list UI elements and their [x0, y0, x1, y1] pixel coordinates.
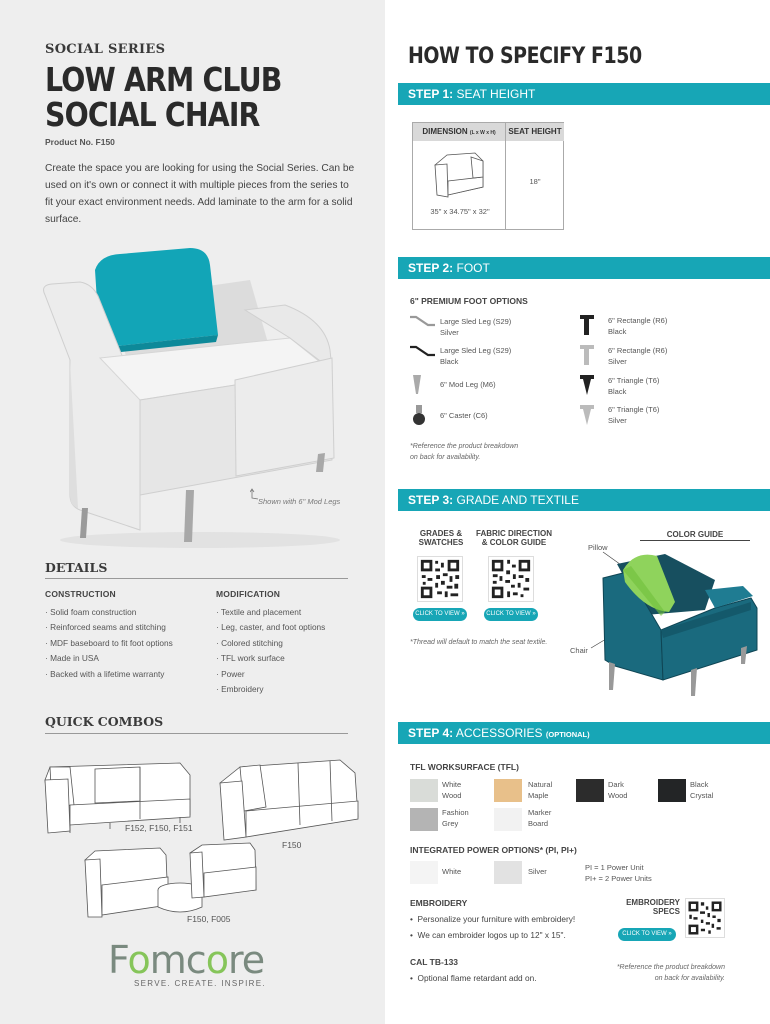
color-guide-title: COLOR GUIDE: [640, 530, 750, 541]
swatch-label: Black Crystal: [690, 780, 714, 800]
embroidery-title: EMBROIDERY: [410, 898, 468, 908]
details-title: DETAILS: [45, 560, 108, 575]
dimension-header: DIMENSION (L x W x H): [413, 123, 505, 141]
mod-leg-icon: [410, 374, 424, 396]
swatch-marker-board[interactable]: [494, 808, 522, 831]
step4-bar: STEP 4: ACCESSORIES (OPTIONAL): [398, 722, 770, 744]
swatch-label: Natural Maple: [528, 780, 553, 800]
embroidery-specs-label: EMBROIDERY SPECS: [626, 898, 680, 916]
dimension-table: [412, 122, 564, 230]
combo-label-3: F150, F005: [187, 914, 231, 924]
embroidery-item-1: • Personalize your furniture with embroidery!: [410, 914, 576, 924]
accessories-note: *Reference the product breakdown on back for availability.: [616, 964, 725, 982]
foot-option: 6" Caster (C6): [440, 411, 488, 420]
grades-label: GRADES & SWATCHES: [418, 529, 464, 547]
foot-option: 6" Triangle (T6) Black: [608, 376, 660, 396]
sled-leg-icon: [408, 344, 436, 358]
product-description: Create the space you are looking for using the Social Series. Can be used on it's own or connect it with multiple pieces from the series to fit your exact environment needs. Add laminate to the arm for a solid surface.: [45, 163, 355, 225]
dimension-value: 35" x 34.75" x 32": [430, 207, 490, 216]
tagline: SERVE. CREATE. INSPIRE.: [134, 979, 266, 988]
swatch-label: White Wood: [442, 780, 462, 800]
product-number: Product No. F150: [45, 137, 115, 147]
list-item: · Textile and placement: [216, 605, 325, 620]
power-note: PI = 1 Power Unit PI+ = 2 Power Units: [585, 863, 652, 883]
swatch-label: White: [442, 867, 462, 876]
swatch-power-white[interactable]: [410, 861, 438, 884]
fabric-view-button[interactable]: CLICK TO VIEW »: [484, 608, 538, 621]
foot-option: 6" Triangle (T6) Silver: [608, 405, 660, 425]
hero-caption: Shown with 6" Mod Legs: [258, 497, 341, 506]
list-item: · Colored stitching: [216, 636, 325, 651]
modification-list: [216, 605, 325, 697]
tfl-title: TFL WORKSURFACE (TFL): [410, 762, 519, 772]
swatch-label: Fashion Grey: [442, 808, 469, 828]
step2-bar: STEP 2: FOOT: [398, 257, 770, 279]
details-divider: [45, 578, 348, 579]
list-item: · Made in USA: [45, 651, 173, 666]
swatch-label: Dark Wood: [608, 780, 628, 800]
construction-list: [45, 605, 173, 682]
swatch-black-crystal[interactable]: [658, 779, 686, 802]
step3-bar: STEP 3: GRADE AND TEXTILE: [398, 489, 770, 511]
swatch-power-silver[interactable]: [494, 861, 522, 884]
cal-title: CAL TB-133: [410, 957, 459, 967]
title-line-2: SOCIAL CHAIR: [45, 95, 260, 134]
swatch-label: Marker Board: [528, 808, 552, 828]
modification-title: MODIFICATION: [216, 589, 281, 599]
embroidery-item-2: • We can embroider logos up to 12" x 15".: [410, 930, 566, 940]
swatch-white-wood[interactable]: [410, 779, 438, 802]
list-item: · Leg, caster, and foot options: [216, 620, 325, 635]
fabric-label: FABRIC DIRECTION & COLOR GUIDE: [476, 529, 552, 547]
swatch-label: Silver: [528, 867, 547, 876]
foot-option: 6" Rectangle (R6) Black: [608, 316, 668, 336]
construction-title: CONSTRUCTION: [45, 589, 116, 599]
cal-item: • Optional flame retardant add on.: [410, 973, 537, 983]
foot-option: 6" Rectangle (R6) Silver: [608, 346, 668, 366]
embroidery-view-button[interactable]: CLICK TO VIEW »: [618, 928, 676, 941]
qr-code-icon[interactable]: [488, 556, 534, 602]
fomcore-logo: Fomcore: [108, 938, 265, 982]
sled-leg-icon: [408, 314, 436, 328]
step1-bar: STEP 1: SEAT HEIGHT: [398, 83, 770, 105]
how-to-specify-heading: HOW TO SPECIFY F150: [408, 44, 642, 69]
list-item: · MDF baseboard to fit foot options: [45, 636, 173, 651]
foot-option: 6" Mod Leg (M6): [440, 380, 496, 389]
quick-combos-divider: [45, 733, 348, 734]
qr-code-icon[interactable]: [417, 556, 463, 602]
triangle-leg-icon: [579, 404, 595, 426]
rectangle-leg-icon: [579, 314, 595, 336]
table-divider: [505, 123, 506, 229]
foot-option: Large Sled Leg (S29) Black: [440, 346, 512, 366]
list-item: · Embroidery: [216, 682, 325, 697]
list-item: · Reinforced seams and stitching: [45, 620, 173, 635]
swatch-fashion-grey[interactable]: [410, 808, 438, 831]
grades-view-button[interactable]: CLICK TO VIEW »: [413, 608, 467, 621]
series-label: SOCIAL SERIES: [45, 42, 166, 57]
rectangle-leg-icon: [579, 344, 595, 366]
seat-height-value: 18": [529, 177, 541, 186]
triangle-leg-icon: [579, 374, 595, 396]
power-title: INTEGRATED POWER OPTIONS* (PI, PI+): [410, 845, 577, 855]
combo-label-2: F150: [282, 840, 302, 850]
product-title: [45, 62, 282, 132]
thread-note: *Thread will default to match the seat textile.: [410, 639, 548, 646]
title-line-1: LOW ARM CLUB: [45, 60, 282, 99]
list-item: · Power: [216, 667, 325, 682]
foot-option: Large Sled Leg (S29) Silver: [440, 317, 512, 337]
list-item: · TFL work surface: [216, 651, 325, 666]
combo-illustrations: [40, 745, 370, 935]
foot-options-title: 6" PREMIUM FOOT OPTIONS: [410, 296, 528, 306]
foot-note: *Reference the product breakdown on back for availability.: [410, 443, 519, 461]
caster-icon: [410, 404, 428, 426]
color-guide-chair-image: [565, 540, 765, 698]
quick-combos-title: QUICK COMBOS: [45, 714, 164, 729]
combo-label-1: F152, F150, F151: [125, 823, 193, 833]
chair-line-icon: [427, 147, 489, 202]
pillow-label: Pillow: [588, 543, 608, 552]
seat-height-header: SEAT HEIGHT: [506, 123, 564, 141]
qr-code-icon[interactable]: [685, 898, 725, 938]
swatch-dark-wood[interactable]: [576, 779, 604, 802]
list-item: · Solid foam construction: [45, 605, 173, 620]
chair-label: Chair: [570, 646, 588, 655]
list-item: · Backed with a lifetime warranty: [45, 667, 173, 682]
swatch-natural-maple[interactable]: [494, 779, 522, 802]
